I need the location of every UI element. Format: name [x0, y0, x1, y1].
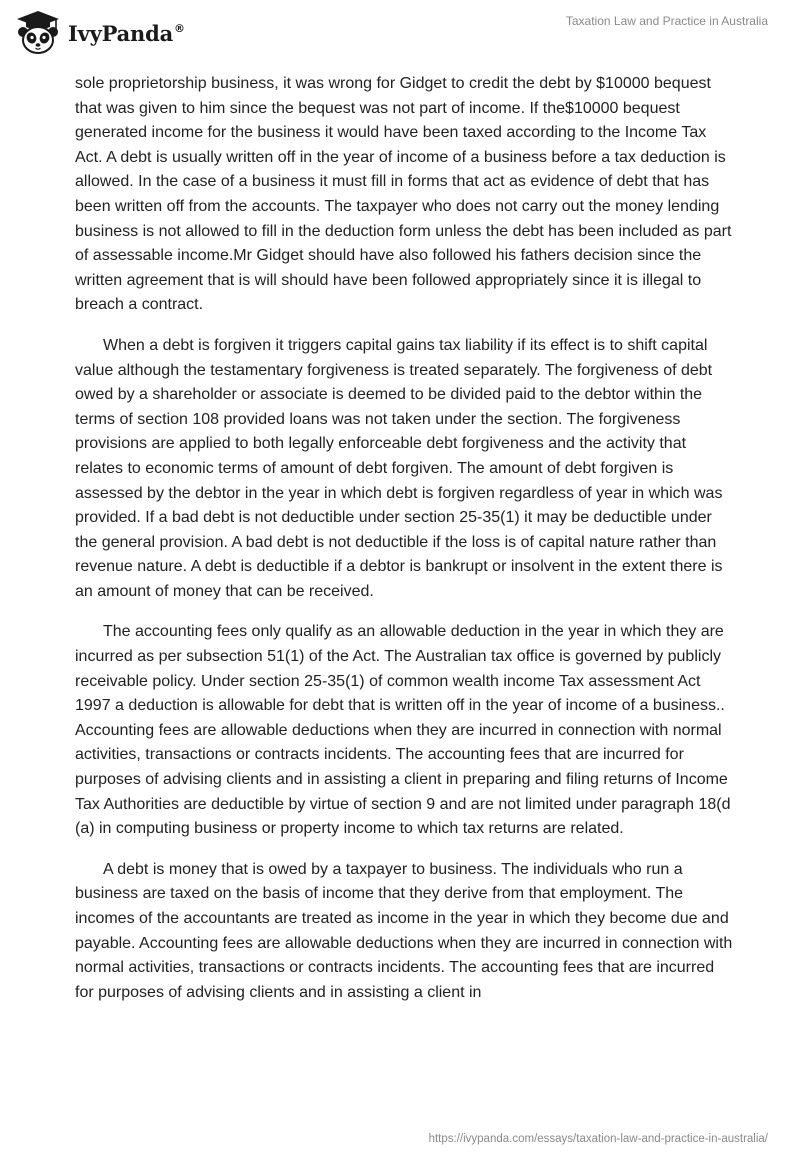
registered-mark: ®: [174, 21, 185, 35]
essay-body: [75, 72, 735, 1021]
brand-logo[interactable]: [14, 8, 185, 56]
document-title: Taxation Law and Practice in Australia: [565, 14, 768, 28]
brand-name: IvyPanda®: [68, 20, 185, 46]
paragraph: A debt is money that is owed by a taxpayer to business. The individuals who run a business are taxed on the basis of income that they derive from that employment. The incomes of the accountants are treated as income in the year in which they become due and payable. Accounting fees are allowable deductions when they are incurred in connection with normal activities, transactions or contracts incidents. The accounting fees that are incurred for purposes of advising clients and in assisting a client in: [75, 860, 733, 1001]
panda-graduation-cap-icon: [14, 8, 62, 56]
paragraph: When a debt is forgiven it triggers capital gains tax liability if its effect is to shift capital value although the testamentary forgiveness is treated separately. The forgiveness of debt owed by a shareholder or associate is deemed to be divided paid to the debtor within the terms of section 108 provided loans was not taken under the section. The forgiveness provisions are applied to both legally enforceable debt forgiveness and the activity that relates to economic terms of amount of debt forgiven. The amount of debt forgiven is assessed by the debtor in the year in which debt is forgiven regardless of year in which was provided. If a bad debt is not deductible under section 25-35(1) it may be deductible under the general provision. A bad debt is not deductible if the loss is of capital nature rather than revenue nature. A debt is deductible if a debtor is bankrupt or insolvent in the extent there is an amount of money that can be received.: [75, 336, 723, 600]
page-header: [0, 0, 800, 64]
paragraph: The accounting fees only qualify as an allowable deduction in the year in which they are incurred as per subsection 51(1) of the Act. The Australian tax office is governed by publicly receivable policy. Under section 25-35(1) of common wealth income Tax assessment Act 1997 a deduction is allowable for debt that is written off in the year of income of a business.. Accounting fees are allowable deductions when they are incurred in connection with normal activities, transactions or contracts incidents. The accounting fees that are incurred for purposes of advising clients and in assisting a client in preparing and filing returns of Income Tax Authorities are deductible by virtue of section 9 and are not limited under paragraph 18(d (a) in computing business or property income to which tax returns are related.: [75, 623, 731, 838]
source-url[interactable]: https://ivypanda.com/essays/taxation-law-and-practice-in-australia/: [428, 1133, 768, 1145]
paragraph: sole proprietorship business, it was wrong for Gidget to credit the debt by $10000 bequest that was given to him since the bequest was not part of income. If the$10000 bequest generated income for the business it would have been taxed according to the Income Tax Act. A debt is usually written off in the year of income of a business before a tax deduction is allowed. In the case of a business it must fill in forms that act as evidence of debt that has been written off from the accounts. The taxpayer who does not carry out the money lending business is not allowed to fill in the deduction form unless the debt has been included as part of assessable income.Mr Gidget should have also followed his fathers decision since the written agreement that is will should have been followed appropriately since it is illegal to breach a contract.: [75, 75, 732, 314]
